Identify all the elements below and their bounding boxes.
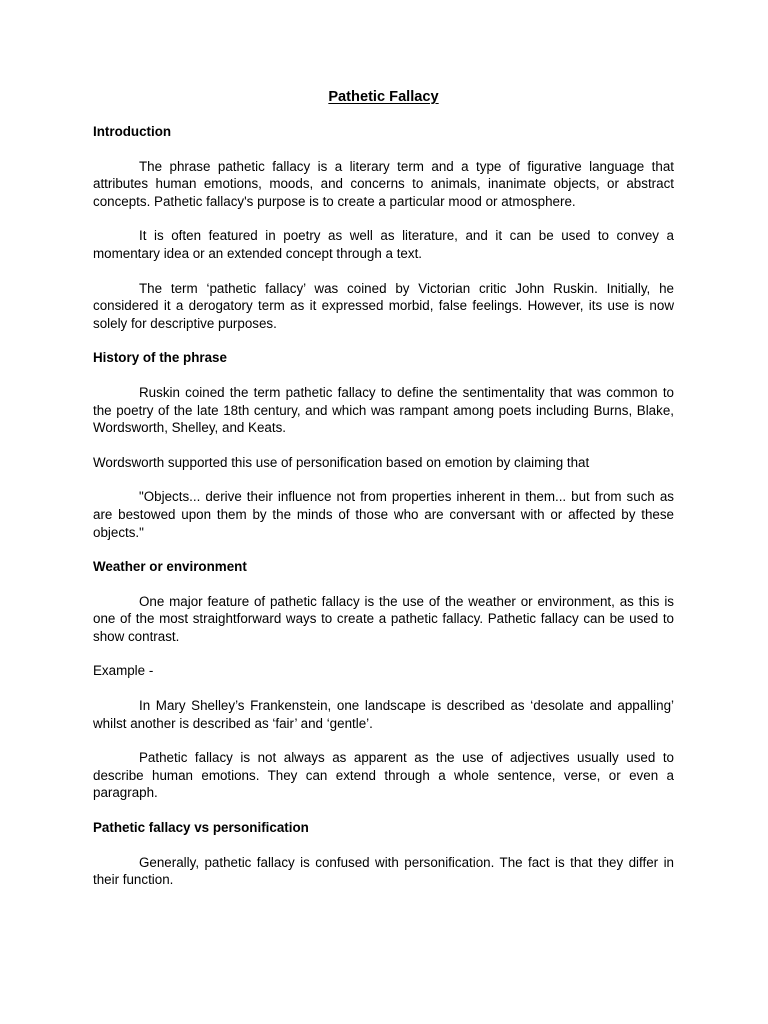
paragraph-history-2: Wordsworth supported this use of personification based on emotion by claiming that — [93, 454, 590, 470]
document-page — [93, 88, 674, 906]
heading-vs-personification: Pathetic fallacy vs personification — [93, 820, 309, 836]
quote-wordsworth: "Objects... derive their influence not from properties inherent in them... but from such as are bestowed upon them by the minds of those who are conversant with or affected by these objects." — [93, 489, 674, 540]
document-title: Pathetic Fallacy — [328, 89, 439, 105]
paragraph-weather-3: Pathetic fallacy is not always as apparent as the use of adjectives usually used to describe human emotions. They can extend through a whole sentence, verse, or even a paragraph. — [93, 750, 674, 801]
example-label: Example - — [93, 663, 154, 679]
paragraph-intro-3: The term ‘pathetic fallacy’ was coined by Victorian critic John Ruskin. Initially, he considered it a derogatory term as it expressed morbid, false feelings. However, its use is now solely for descriptive purposes. — [93, 280, 674, 331]
paragraph-intro-2: It is often featured in poetry as well as literature, and it can be used to convey a momentary idea or an extended concept through a text. — [93, 228, 674, 261]
heading-introduction: Introduction — [93, 124, 172, 139]
paragraph-vs-1: Generally, pathetic fallacy is confused with personification. The fact is that they differ in their function. — [93, 854, 674, 888]
heading-weather: Weather or environment — [93, 559, 247, 575]
heading-history: History of the phrase — [93, 350, 227, 366]
paragraph-intro-1: The phrase pathetic fallacy is a literary term and a type of figurative language that attributes human emotions, moods, and concerns to animals, inanimate objects, or abstract concepts. Pathetic fallacy's purpose is to create a particular mood or atmosphere. — [93, 158, 674, 209]
paragraph-weather-2: In Mary Shelley’s Frankenstein, one landscape is described as ‘desolate and appalling’ whilst another is described as ‘fair’ and ‘gentle’. — [93, 698, 674, 731]
paragraph-history-1: Ruskin coined the term pathetic fallacy to define the sentimentality that was common to the poetry of the late 18th century, and which was rampant among poets including Burns, Blake, Wordsworth, Shelley, and Keats. — [93, 384, 674, 436]
paragraph-weather-1: One major feature of pathetic fallacy is the use of the weather or environment, as this is one of the most straightforward ways to create a pathetic fallacy. Pathetic fallacy can be used to show contrast. — [93, 593, 674, 644]
